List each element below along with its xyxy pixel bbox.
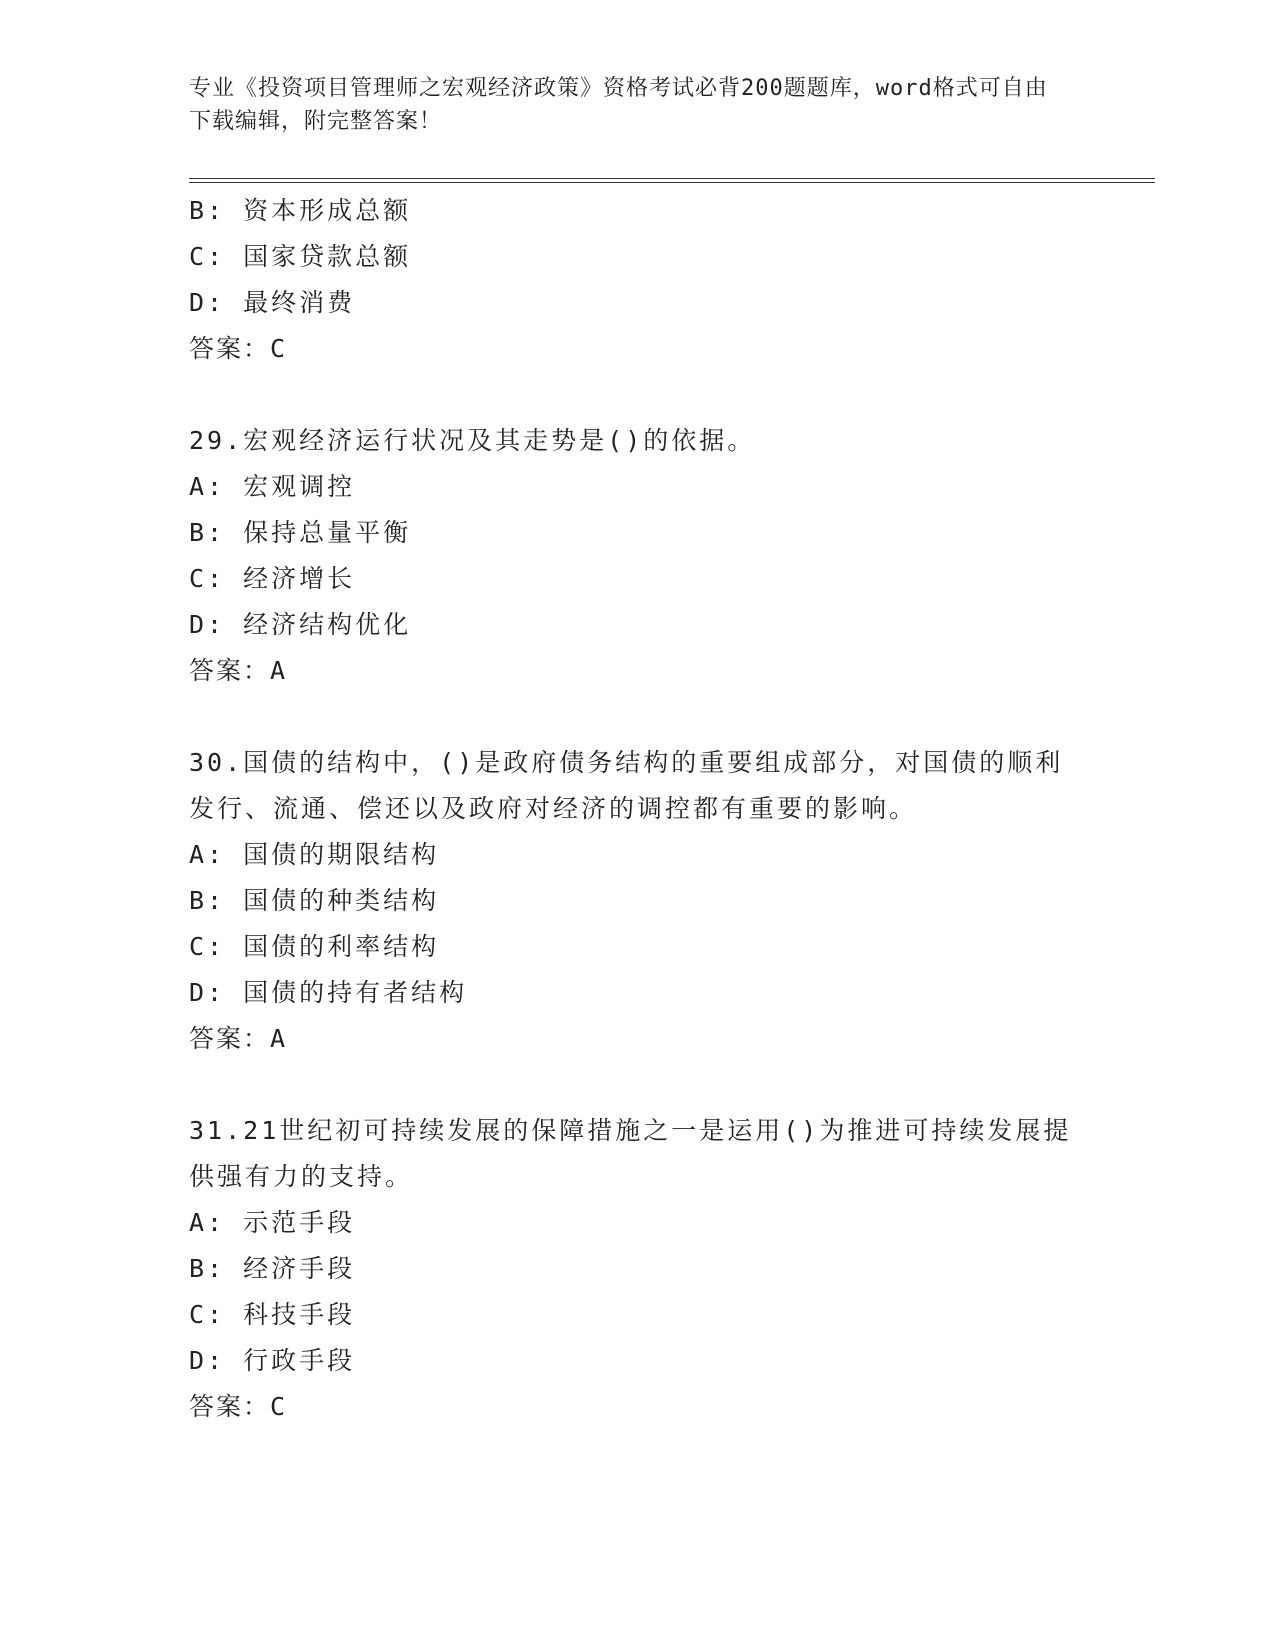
option-b: B: 保持总量平衡	[189, 518, 412, 547]
answer-text: 答案：C	[189, 334, 288, 363]
option-d: D: 最终消费	[189, 288, 356, 317]
answer-text: 答案：A	[189, 1024, 288, 1053]
spacer	[189, 694, 1089, 740]
option-b: B: 资本形成总额	[189, 196, 412, 225]
option-a: A: 国债的期限结构	[189, 840, 440, 869]
answer-text: 答案：C	[189, 1392, 288, 1421]
option-c: C: 经济增长	[189, 564, 356, 593]
option-d: D: 行政手段	[189, 1346, 356, 1375]
spacer	[189, 372, 1089, 418]
spacer	[189, 1062, 1089, 1108]
option-d: D: 国债的持有者结构	[189, 978, 468, 1007]
option-b: B: 国债的种类结构	[189, 886, 440, 915]
option-c: C: 国家贷款总额	[189, 242, 412, 271]
option-c: C: 科技手段	[189, 1300, 356, 1329]
question-block-30	[189, 740, 1089, 1062]
option-a: A: 宏观调控	[189, 472, 356, 501]
question-text: 31.21世纪初可持续发展的保障措施之一是运用()为推进可持续发展提供强有力的支持。	[189, 1116, 1072, 1191]
question-block-29	[189, 418, 1089, 694]
option-d: D: 经济结构优化	[189, 610, 412, 639]
header-divider	[189, 178, 1155, 183]
option-c: C: 国债的利率结构	[189, 932, 440, 961]
question-block-previous	[189, 188, 1089, 372]
question-text: 30.国债的结构中，()是政府债务结构的重要组成部分，对国债的顺利发行、流通、偿还以及政府对经济的调控都有重要的影响。	[189, 748, 1064, 823]
option-a: A: 示范手段	[189, 1208, 356, 1237]
document-header: 专业《投资项目管理师之宏观经济政策》资格考试必背200题题库，word格式可自由下载编辑，附完整答案！	[189, 76, 1048, 134]
answer-text: 答案：A	[189, 656, 288, 685]
option-b: B: 经济手段	[189, 1254, 356, 1283]
question-list	[189, 188, 1089, 1430]
question-text: 29.宏观经济运行状况及其走势是()的依据。	[189, 426, 756, 455]
question-block-31	[189, 1108, 1089, 1430]
